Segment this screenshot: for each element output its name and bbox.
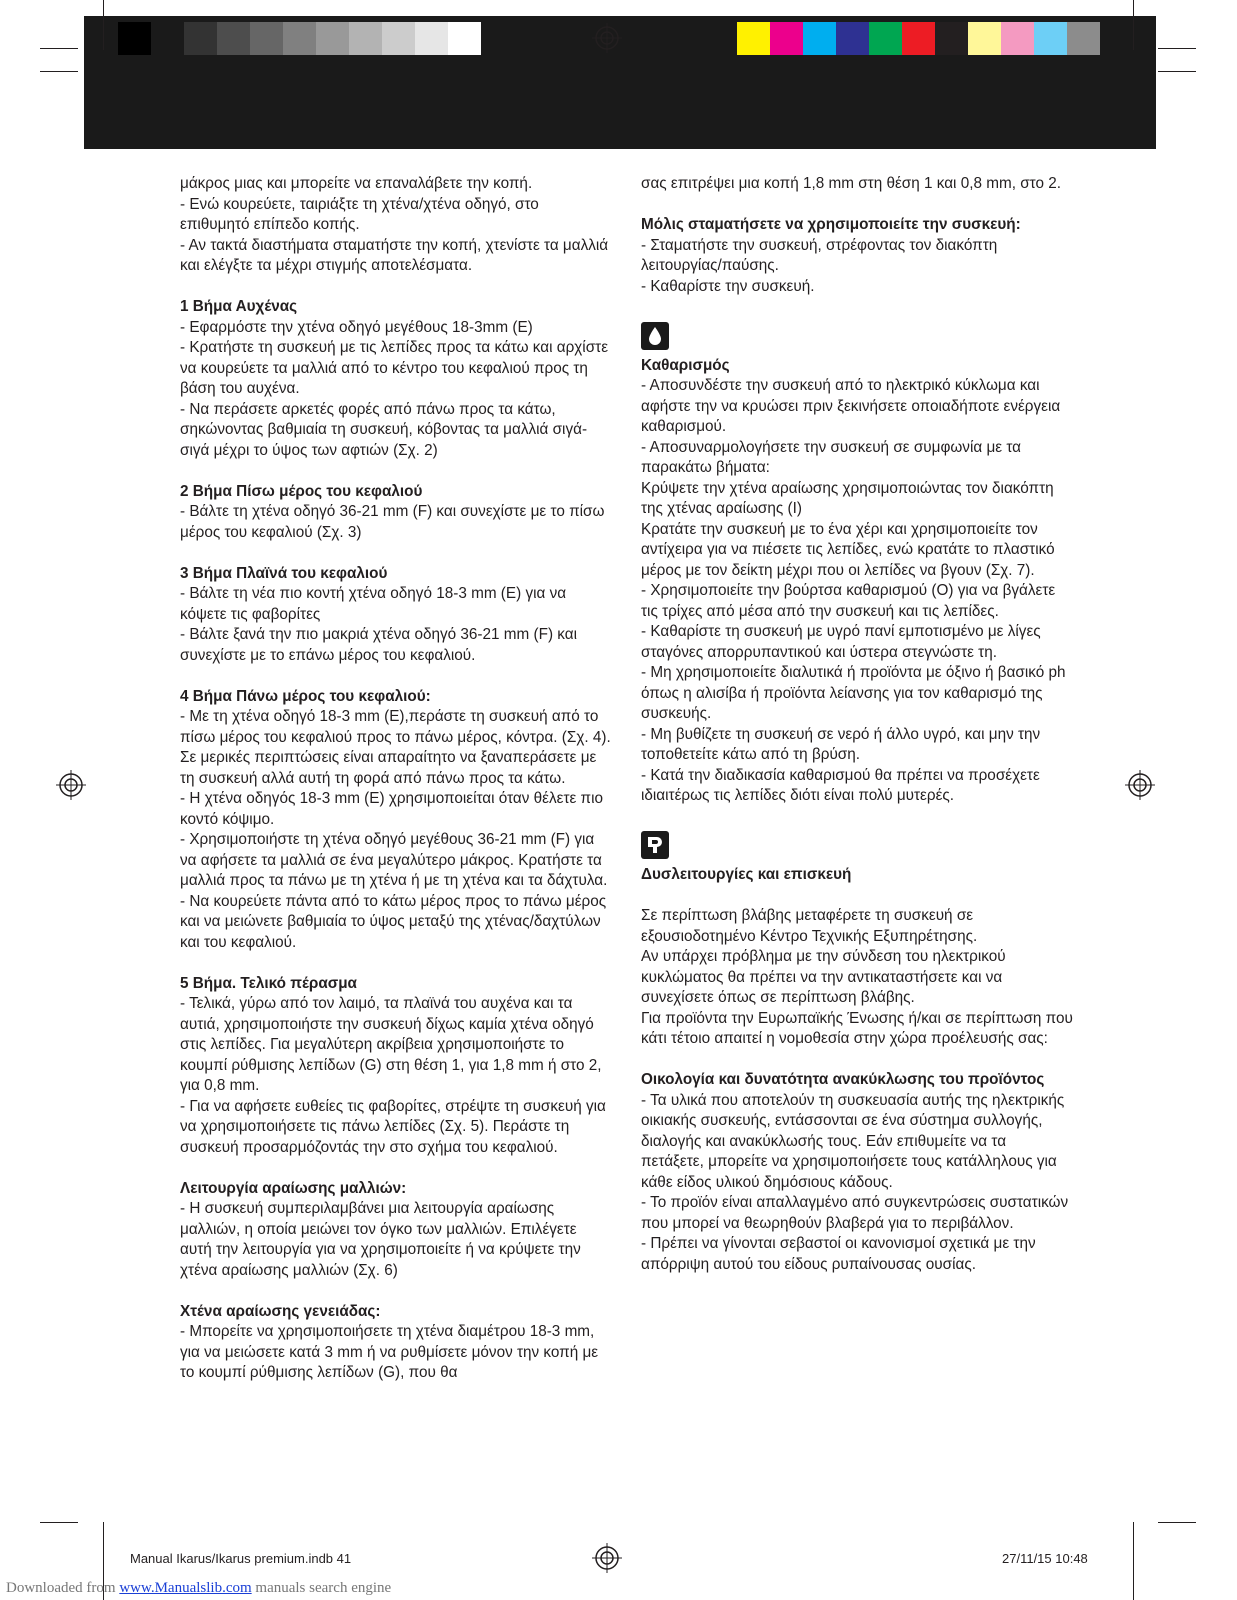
registration-mark-icon (56, 770, 86, 800)
paragraph-gap (180, 543, 612, 564)
paragraph: - Χρησιμοποιήστε τη χτένα οδηγό μεγέθους 36-21 mm (F) για να αφήσετε τα μαλλιά σε ένα μεγαλύτερο μάκρος. Κρατήστε τα μαλλιά προς τα πάνω με τη χτένα ή με τη χτένα και τα δάχτυλα. (180, 831, 608, 889)
section-heading: 5 Βήμα. Τελικό πέρασμα (180, 974, 357, 992)
crop-mark (1158, 48, 1196, 49)
crop-mark (1158, 1522, 1196, 1523)
crop-mark (103, 0, 104, 50)
color-swatch (1034, 22, 1067, 55)
paragraph: - Το προϊόν είναι απαλλαγμένο από συγκεντρώσεις συστατικών που μπορεί να θεωρηθούν βλαβερά για το περιβάλλον. (641, 1194, 1069, 1232)
paragraph: - Αποσυνδέστε την συσκευή από το ηλεκτρικό κύκλωμα και αφήστε την να κρυώσει πριν ξεκινήσετε οποιαδήποτε ενέργεια καθαρισμού. (641, 377, 1061, 435)
color-swatch (250, 22, 283, 55)
color-swatch (415, 22, 448, 55)
paragraph: - Κατά την διαδικασία καθαρισμού θα πρέπει να προσέχετε ιδιαιτέρως τις λεπίδες διότι είναι πολύ μυτερές. (641, 766, 1040, 804)
section-heading: Δυσλειτουργίες και επισκευή (641, 866, 852, 883)
color-swatch (349, 22, 382, 55)
color-swatch (737, 22, 770, 55)
download-banner (6, 1580, 391, 1597)
paragraph-gap (180, 1281, 612, 1302)
paragraph: - Αποσυναρμολογήσετε την συσκευή σε συμφωνία με τα παρακάτω βήματα: (641, 438, 1022, 476)
water-drop-icon (641, 322, 669, 350)
paragraph-gap (180, 461, 612, 482)
color-swatch (902, 22, 935, 55)
paragraph: - Με τη χτένα οδηγό 18-3 mm (E),περάστε τη συσκευή από το πίσω μέρος του κεφαλιού προς το πάνω μέρος, κόντρα. (Σχ. 4). Σε μερικές περιπτώσεις είναι απαραίτητο να ξαναπεράσετε με τη συσκευή αλλά αυτή τη φορά από πάνω προς τα κάτω. (180, 708, 611, 787)
crop-mark (1158, 71, 1196, 72)
wrench-icon (641, 831, 669, 859)
paragraph: - Τα υλικά που αποτελούν τη συσκευασία αυτής της ηλεκτρικής οικιακής συσκευής, εντάσσονται σε ένα σύστημα συλλογής, διαλογής και ανακύκλωσής τους. Εάν επιθυμείτε να τα πετάξετε, μπορείτε να χρησιμοποιήσετε τους κατάλληλους για κάθε είδος υλικού δημόσιους κάδους. (641, 1091, 1065, 1191)
crop-mark (40, 71, 78, 72)
section-heading: Λειτουργία αραίωσης μαλλιών: (180, 1179, 407, 1197)
left-text-column (180, 174, 612, 1384)
paragraph: - Τελικά, γύρω από τον λαιμό, τα πλαϊνά του αυχένα και τα αυτιά, χρησιμοποιήστε την συσκευή δίχως καμία χτένα οδηγό στις λεπίδες. Για μεγαλύτερη ακρίβεια χρησιμοποιήστε το κουμπί ρύθμισης λεπίδων (G) στη θέση 1, για 1,8 mm ή στο 2, για 0,8 mm. (180, 995, 602, 1094)
paragraph-gap (641, 807, 1073, 828)
paragraph: Κρατάτε την συσκευή με το ένα χέρι και χρησιμοποιείτε τον αντίχειρα για να πιέσετε τις λεπίδες, ενώ κρατάτε το πλαστικό μέρος με τον δείκτη μέχρι που οι λεπίδες να βγουν (Σχ. 7). (641, 520, 1055, 579)
paragraph: - Καθαρίστε τη συσκευή με υγρό πανί εμποτισμένο με λίγες σταγόνες απορρυπαντικού και ύστερα στεγνώστε τη. (641, 623, 1041, 661)
paragraph-gap (641, 195, 1073, 216)
paragraph: - Μπορείτε να χρησιμοποιήσετε τη χτένα διαμέτρου 18-3 mm, για να μειώσετε κατά 3 mm ή να ρυθμίσετε μόνον την κοπή με το κουμπί ρύθμισης λεπίδων (G), που θα (180, 1323, 599, 1381)
paragraph: - Πρέπει να γίνονται σεβαστοί οι κανονισμοί σχετικά με την απόρριψη αυτού του είδους ρυπαίνουσας ουσίας. (641, 1235, 1036, 1273)
right-text-column (641, 174, 1073, 1275)
paragraph: Αν υπάρχει πρόβλημα με την σύνδεση του ηλεκτρικού κυκλώματος θα πρέπει να την αντικαταστήσετε και να συνεχίσετε όπως σε περίπτωση βλάβης. (641, 948, 1006, 1006)
paragraph: - Βάλτε τη χτένα οδηγό 36-21 mm (F) και συνεχίστε με το πίσω μέρος του κεφαλιού (Σχ. 3) (180, 503, 605, 541)
paragraph: Σε περίπτωση βλάβης μεταφέρετε τη συσκευή σε εξουσιοδοτημένο Κέντρο Τεχνικής Εξυπηρέτησης. (641, 907, 978, 945)
color-swatch (1067, 22, 1100, 55)
section-heading: Οικολογία και δυνατότητα ανακύκλωσης του προϊόντος (641, 1071, 1045, 1088)
color-swatch (968, 22, 1001, 55)
color-swatch (382, 22, 415, 55)
crop-mark (40, 1522, 78, 1523)
color-swatch (283, 22, 316, 55)
paragraph: - Χρησιμοποιείτε την βούρτσα καθαρισμού (O) για να βγάλετε τις τρίχες από μέσα από την συσκευή και τις λεπίδες. (641, 582, 1056, 620)
footer-date: 27/11/15 10:48 (1002, 1551, 1088, 1566)
paragraph: - Μη βυθίζετε τη συσκευή σε νερό ή άλλο υγρό, και μην την τοποθετείτε κάτω από τη βρύση. (641, 725, 1041, 763)
color-swatch (803, 22, 836, 55)
process-color-bar (737, 22, 1100, 55)
paragraph: - Σταματήστε την συσκευή, στρέφοντας τον διακόπτη λειτουργίας/παύσης. (641, 236, 998, 274)
color-swatch (448, 22, 481, 55)
paragraph: - Για να αφήσετε ευθείες τις φαβορίτες, στρέψτε τη συσκευή για να χρησιμοποιήσετε τις πάνω λεπίδες (Σχ. 5). Περάστε τη συσκευή προσαρμόζοντάς την στο σχήμα του κεφαλιού. (180, 1097, 606, 1156)
paragraph-gap (180, 666, 612, 687)
paragraph: - Να κουρεύετε πάντα από το κάτω μέρος προς το πάνω μέρος και να μειώνετε βαθμιαία το ύψος μεταξύ της χτένας/δαχτύλων και του κεφαλιού. (180, 892, 607, 951)
paragraph-gap (641, 886, 1073, 907)
manualslib-link[interactable]: www.Manualslib.com (119, 1580, 252, 1596)
section-heading: 2 Βήμα Πίσω μέρος του κεφαλιού (180, 482, 423, 500)
download-prefix: Downloaded from (6, 1580, 120, 1596)
paragraph: - Αν τακτά διαστήματα σταματήστε την κοπή, χτενίστε τα μαλλιά και ελέγξτε τα μέχρι στιγμής αποτελέσματα. (180, 236, 609, 274)
color-swatch (770, 22, 803, 55)
paragraph: - Η συσκευή συμπεριλαμβάνει μια λειτουργία αραίωσης μαλλιών, η οποία μειώνει τον όγκο των μαλλιών. Επιλέγετε αυτή την λειτουργία για να χρησιμοποιείτε ή να κρύψετε την χτένα αραίωσης μαλλιών (Σχ. 6) (180, 1200, 581, 1279)
crop-mark (1133, 0, 1134, 50)
paragraph: - Η χτένα οδηγός 18-3 mm (E) χρησιμοποιείται όταν θέλετε πιο κοντό κόψιμο. (180, 790, 604, 828)
paragraph-gap (180, 1158, 612, 1179)
paragraph-gap (641, 297, 1073, 318)
paragraph: - Να περάσετε αρκετές φορές από πάνω προς τα κάτω, σηκώνοντας βαθμιαία τη συσκευή, κόβοντας τα μαλλιά σιγά-σιγά μέχρι το ύψος των αφτιών (Σχ. 2) (180, 400, 588, 459)
paragraph-gap (180, 277, 612, 298)
registration-mark-icon (592, 23, 622, 53)
crop-mark (1133, 1522, 1134, 1600)
paragraph: μάκρος μιας και μπορείτε να επαναλάβετε την κοπή. (180, 175, 533, 192)
color-swatch (1001, 22, 1034, 55)
paragraph: - Βάλτε τη νέα πιο κοντή χτένα οδηγό 18-3 mm (E) για να κόψετε τις φαβορίτες (180, 585, 567, 623)
paragraph-gap (180, 953, 612, 974)
paragraph: Για προϊόντα την Ευρωπαϊκής Ένωσης ή/και σε περίπτωση που κάτι τέτοιο απαιτεί η νομοθεσία στην χώρα προέλευσής σας: (641, 1009, 1073, 1047)
paragraph: Κρύψετε την χτένα αραίωσης χρησιμοποιώντας τον διακόπτη της χτένας αραίωσης (I) (641, 479, 1054, 517)
color-swatch (151, 22, 184, 55)
paragraph: - Μη χρησιμοποιείτε διαλυτικά ή προϊόντα με όξινο ή βασικό ph όπως η αλισίβα ή προϊόντα λείανσης για τον καθαρισμό της συσκευής. (641, 664, 1066, 722)
color-swatch (869, 22, 902, 55)
paragraph-gap (641, 1050, 1073, 1071)
color-swatch (836, 22, 869, 55)
paragraph: - Εφαρμόστε την χτένα οδηγό μεγέθους 18-3mm (E) (180, 318, 533, 336)
color-swatch (935, 22, 968, 55)
crop-mark (40, 48, 78, 49)
footer-file-info: Manual Ikarus/Ikarus premium.indb 41 (130, 1551, 352, 1566)
color-swatch (118, 22, 151, 55)
section-heading: 4 Βήμα Πάνω μέρος του κεφαλιού: (180, 687, 431, 705)
grayscale-color-bar (118, 22, 481, 55)
color-swatch (316, 22, 349, 55)
registration-mark-icon (1125, 770, 1155, 800)
section-heading: 1 Βήμα Αυχένας (180, 298, 298, 315)
download-suffix: manuals search engine (251, 1580, 392, 1596)
paragraph: - Ενώ κουρεύετε, ταιριάξτε τη χτένα/χτένα οδηγό, στο επιθυμητό επίπεδο κοπής. (180, 195, 539, 233)
color-swatch (217, 22, 250, 55)
paragraph: - Βάλτε ξανά την πιο μακριά χτένα οδηγό 36-21 mm (F) και συνεχίστε με το επάνω μέρος του κεφαλιού. (180, 626, 577, 664)
paragraph: - Κρατήστε τη συσκευή με τις λεπίδες προς τα κάτω και αρχίστε να κουρεύετε τα μαλλιά από το κέντρο του κεφαλιού προς τη βάση του αυχένα. (180, 339, 609, 397)
paragraph: - Καθαρίστε την συσκευή. (641, 277, 815, 295)
registration-mark-icon (592, 1543, 622, 1573)
section-heading: 3 Βήμα Πλαϊνά του κεφαλιού (180, 564, 388, 582)
section-heading: Μόλις σταματήσετε να χρησιμοποιείτε την συσκευή: (641, 216, 1021, 233)
paragraph: σας επιτρέψει μια κοπή 1,8 mm στη θέση 1 και 0,8 mm, στο 2. (641, 175, 1061, 192)
color-swatch (184, 22, 217, 55)
section-heading: Χτένα αραίωσης γενειάδας: (180, 1302, 381, 1320)
section-heading: Καθαρισμός (641, 356, 730, 374)
